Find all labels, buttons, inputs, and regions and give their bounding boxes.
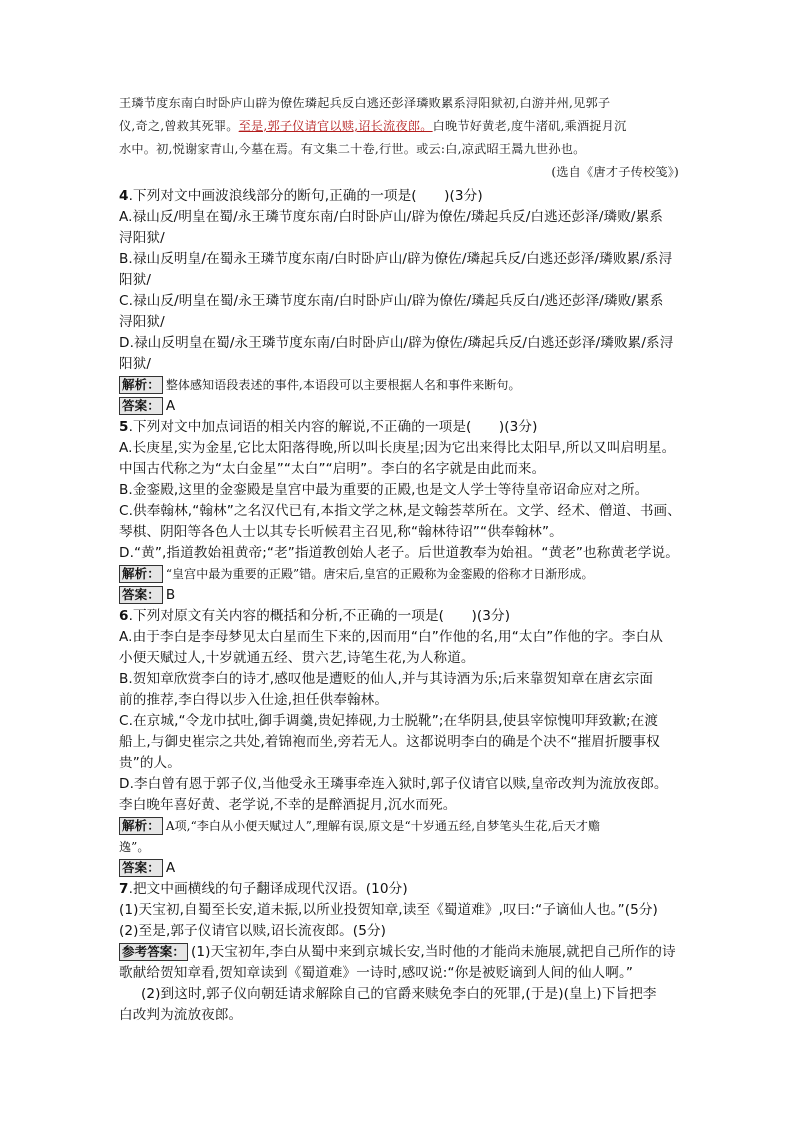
question-stem: 6.下列对原文有关内容的概括和分析,不正确的一项是( )(3分) — [119, 608, 511, 624]
explanation-tag: 解析： — [119, 817, 163, 835]
question-5 — [119, 417, 687, 606]
question-6 — [119, 606, 687, 879]
option-b: B.金銮殿,这里的金銮殿是皇宫中最为重要的正殿,也是文人学士等待皇帝诏命应对之所。 — [119, 482, 649, 498]
answer: 答案： A — [119, 858, 687, 879]
explanation-tag: 解析： — [119, 376, 163, 394]
passage — [119, 92, 687, 184]
document-page — [119, 92, 687, 1026]
reference-answer-2: (2)到这时,郭子仪向朝廷请求解除自己的官爵来赎免李白的死罪,(于是)(皇上)下旨把李 — [141, 986, 657, 1002]
option-b: B.贺知章欣赏李白的诗才,感叹他是遭贬的仙人,并与其诗酒为乐;后来靠贺知章在唐玄宗面 — [119, 671, 654, 687]
reference-tag: 参考答案： — [119, 943, 188, 961]
option-a-cont: 小便天赋过人,十岁就通五经、贯六艺,诗笔生花,为人称道。 — [119, 650, 475, 666]
question-stem: 4.下列对文中画波浪线部分的断句,正确的一项是( )(3分) — [119, 188, 483, 204]
passage-line: 王璘节度东南白时卧庐山辟为僚佐璘起兵反白逃还彭泽璘败累系浔阳狱初,白游并州,见郭子 — [119, 96, 611, 110]
option-a-cont: 中国古代称之为“太白金星”“太白”“启明”。李白的名字就是由此而来。 — [119, 461, 546, 477]
option-d-cont: 阳狱/ — [119, 356, 152, 372]
option-c: C.供奉翰林,“翰林”之名汉代已有,本指文学之林,是文翰荟萃所在。文学、经术、僧道、书画、 — [119, 503, 681, 519]
reference-answer-2-cont: 白改判为流放夜郎。 — [119, 1007, 243, 1023]
answer-tag: 答案： — [119, 586, 163, 604]
option-d-cont: 李白晚年喜好黄、老学说,不幸的是醉酒捉月,沉水而死。 — [119, 797, 457, 813]
option-a: A.由于李白是李母梦见太白星而生下来的,因而用“白”作他的名,用“太白”作他的字。李白从 — [119, 629, 663, 645]
option-b: B.禄山反明皇/在蜀永王璘节度东南/白时卧庐山/辟为僚佐/璘起兵反/白逃还彭泽/璘败累/系浔 — [119, 251, 673, 267]
option-a: A.长庚星,实为金星,它比太阳落得晚,所以叫长庚星;因为它出来得比太阳早,所以又叫启明星。 — [119, 440, 676, 456]
answer: 答案： B — [119, 585, 687, 606]
question-7 — [119, 879, 687, 1026]
option-c-cont: 贵”的人。 — [119, 755, 181, 771]
answer-tag: 答案： — [119, 397, 163, 415]
sentence-1: (1)天宝初,自蜀至长安,道未振,以所业投贺知章,读至《蜀道难》,叹曰:“子谪仙人也。”(5分) — [119, 902, 658, 918]
option-c-cont: 船上,与御史崔宗之共处,着锦袍而坐,旁若无人。这都说明李白的确是个决不“摧眉折腰事权 — [119, 734, 660, 750]
option-c-cont: 琴棋、阴阳等各色人士以其专长听候君主召见,称“翰林待诏”“供奉翰林”。 — [119, 524, 563, 540]
question-stem: 7.把文中画横线的句子翻译成现代汉语。(10分) — [119, 881, 408, 897]
answer-tag: 答案： — [119, 859, 163, 877]
option-b-cont: 阳狱/ — [119, 272, 152, 288]
passage-line: 水中。初,悦谢家青山,今墓在焉。有文集二十卷,行世。或云:白,凉武昭王暠九世孙也。 — [119, 142, 586, 156]
explanation-cont: 逸”。 — [119, 840, 150, 854]
passage-source: (选自《唐才子传校笺》) — [551, 165, 679, 179]
sentence-2: (2)至是,郭子仪请官以赎,诏长流夜郎。(5分) — [119, 923, 387, 939]
option-d: D.李白曾有恩于郭子仪,当他受永王璘事牵连入狱时,郭子仪请官以赎,皇帝改判为流放夜郎。 — [119, 776, 668, 792]
option-c: C.禄山反/明皇在蜀/永王璘节度东南/白时卧庐山/辟为僚佐/璘起兵反白/逃还彭泽/璘败/累系 — [119, 293, 664, 309]
explanation: 解析： A项,“李白从小便天赋过人”,理解有误,原文是“十岁通五经,自梦笔头生花,后天才赡 — [119, 816, 687, 837]
reference-answer: 参考答案： (1)天宝初年,李白从蜀中来到京城长安,当时他的才能尚未施展,就把自己所作的诗 — [119, 942, 687, 963]
question-4 — [119, 186, 687, 417]
option-a-cont: 浔阳狱/ — [119, 230, 165, 246]
option-c-cont: 浔阳狱/ — [119, 314, 165, 330]
option-d: D.禄山反明皇在蜀/永王璘节度东南/白时卧庐山/辟为僚佐/璘起兵反/白逃还彭泽/璘败累/系浔 — [119, 335, 674, 351]
underlined-sentence: 至是,郭子仪请官以赎,诏长流夜郎。 — [238, 119, 433, 133]
option-b-cont: 前的推荐,李白得以步入仕途,担任供奉翰林。 — [119, 692, 389, 708]
explanation: 解析： 整体感知语段表述的事件,本语段可以主要根据人名和事件来断句。 — [119, 375, 687, 396]
answer: 答案： A — [119, 396, 687, 417]
explanation-tag: 解析： — [119, 565, 163, 583]
explanation: 解析： “皇宫中最为重要的正殿”错。唐宋后,皇宫的正殿称为金銮殿的俗称才日渐形成。 — [119, 564, 687, 585]
question-stem: 5.下列对文中加点词语的相关内容的解说,不正确的一项是( )(3分) — [119, 419, 538, 435]
option-a: A.禄山反/明皇在蜀/永王璘节度东南/白时卧庐山/辟为僚佐/璘起兵反/白逃还彭泽/璘败/累系 — [119, 209, 663, 225]
option-d: D.“黄”,指道教始祖黄帝;“老”指道教创始人老子。后世道教奉为始祖。“黄老”也称黄老学说。 — [119, 545, 679, 561]
option-c: C.在京城,“令龙巾拭吐,御手调羹,贵妃捧砚,力士脱靴”;在华阴县,使县宰惊愧叩拜致歉;在渡 — [119, 713, 659, 729]
reference-answer-cont: 歌献给贺知章看,贺知章读到《蜀道难》一诗时,感叹说:“你是被贬谪到人间的仙人啊。” — [119, 965, 633, 981]
passage-line: 仪,奇之,曾救其死罪。至是,郭子仪请官以赎,诏长流夜郎。白晚节好黄老,度牛渚矶,乘酒捉月沉 — [119, 119, 627, 133]
